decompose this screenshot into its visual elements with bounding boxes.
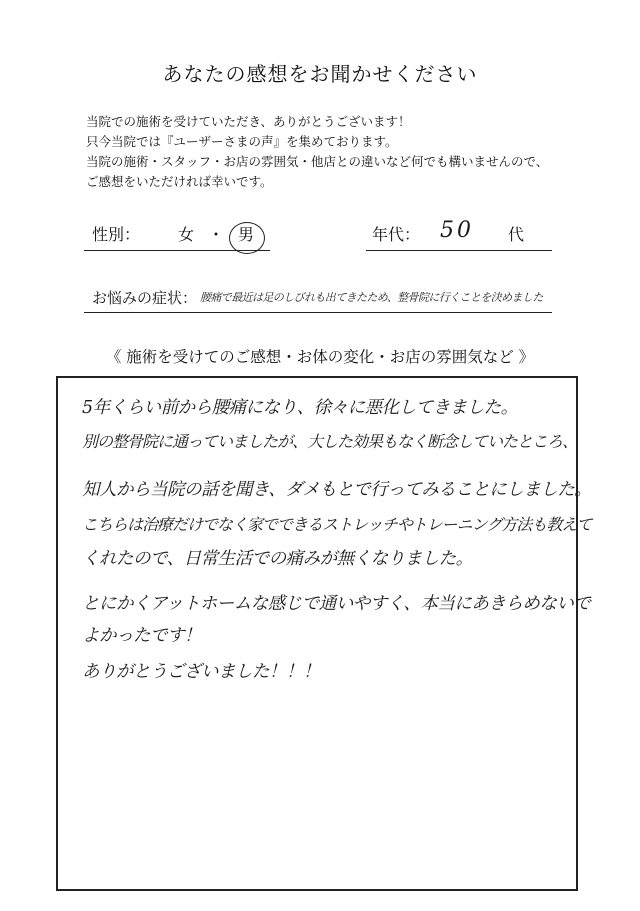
comment-line: ありがとうございました！！！ bbox=[82, 662, 320, 682]
age-value: 50 bbox=[440, 218, 474, 243]
gender-male-option: 男 bbox=[238, 225, 255, 244]
intro-line: 只今当院では『ユーザーさまの声』を集めております。 bbox=[86, 134, 398, 149]
gender-separator: ・ bbox=[208, 225, 225, 244]
section-heading: 《 施術を受けてのご感想・お体の変化・お店の雰囲気など 》 bbox=[105, 348, 535, 366]
comment-line: よかったです！ bbox=[82, 626, 201, 646]
intro-line: 当院の施術・スタッフ・お店の雰囲気・他店との違いなど何でも構いませんので、 bbox=[86, 154, 549, 169]
symptoms-value: 腰痛で最近は足のしびれも出てきたため、整骨院に行くことを決めました bbox=[200, 291, 543, 304]
gender-female-option: 女 bbox=[178, 225, 195, 244]
gender-underline bbox=[84, 250, 270, 251]
intro-line: 当院での施術を受けていただき、ありがとうございます！ bbox=[86, 114, 411, 129]
symptoms-underline bbox=[84, 312, 552, 313]
age-label: 年代： bbox=[372, 225, 421, 244]
comment-line: くれたので、日常生活での痛みが無くなりました。 bbox=[82, 549, 473, 569]
age-suffix: 代 bbox=[508, 225, 525, 244]
age-underline bbox=[366, 250, 552, 251]
form-title: あなたの感想をお聞かせください bbox=[162, 62, 478, 86]
symptoms-label: お悩みの症状： bbox=[92, 289, 198, 307]
comment-line: 5年くらい前から腰痛になり、徐々に悪化してきました。 bbox=[82, 398, 518, 418]
gender-label: 性別： bbox=[92, 225, 141, 244]
comment-line: 別の整骨院に通っていましたが、大した効果もなく断念していたところ、 bbox=[82, 432, 578, 451]
comment-line: こちらは治療だけでなく家でできるストレッチやトレーニング方法も教えて bbox=[82, 515, 592, 534]
comment-line: とにかくアットホームな感じで通いやすく、本当にあきらめないで bbox=[82, 594, 591, 614]
intro-line: ご感想をいただければ幸いです。 bbox=[86, 174, 273, 189]
comment-line: 知人から当院の話を聞き、ダメもとで行ってみることにしました。 bbox=[82, 480, 592, 500]
